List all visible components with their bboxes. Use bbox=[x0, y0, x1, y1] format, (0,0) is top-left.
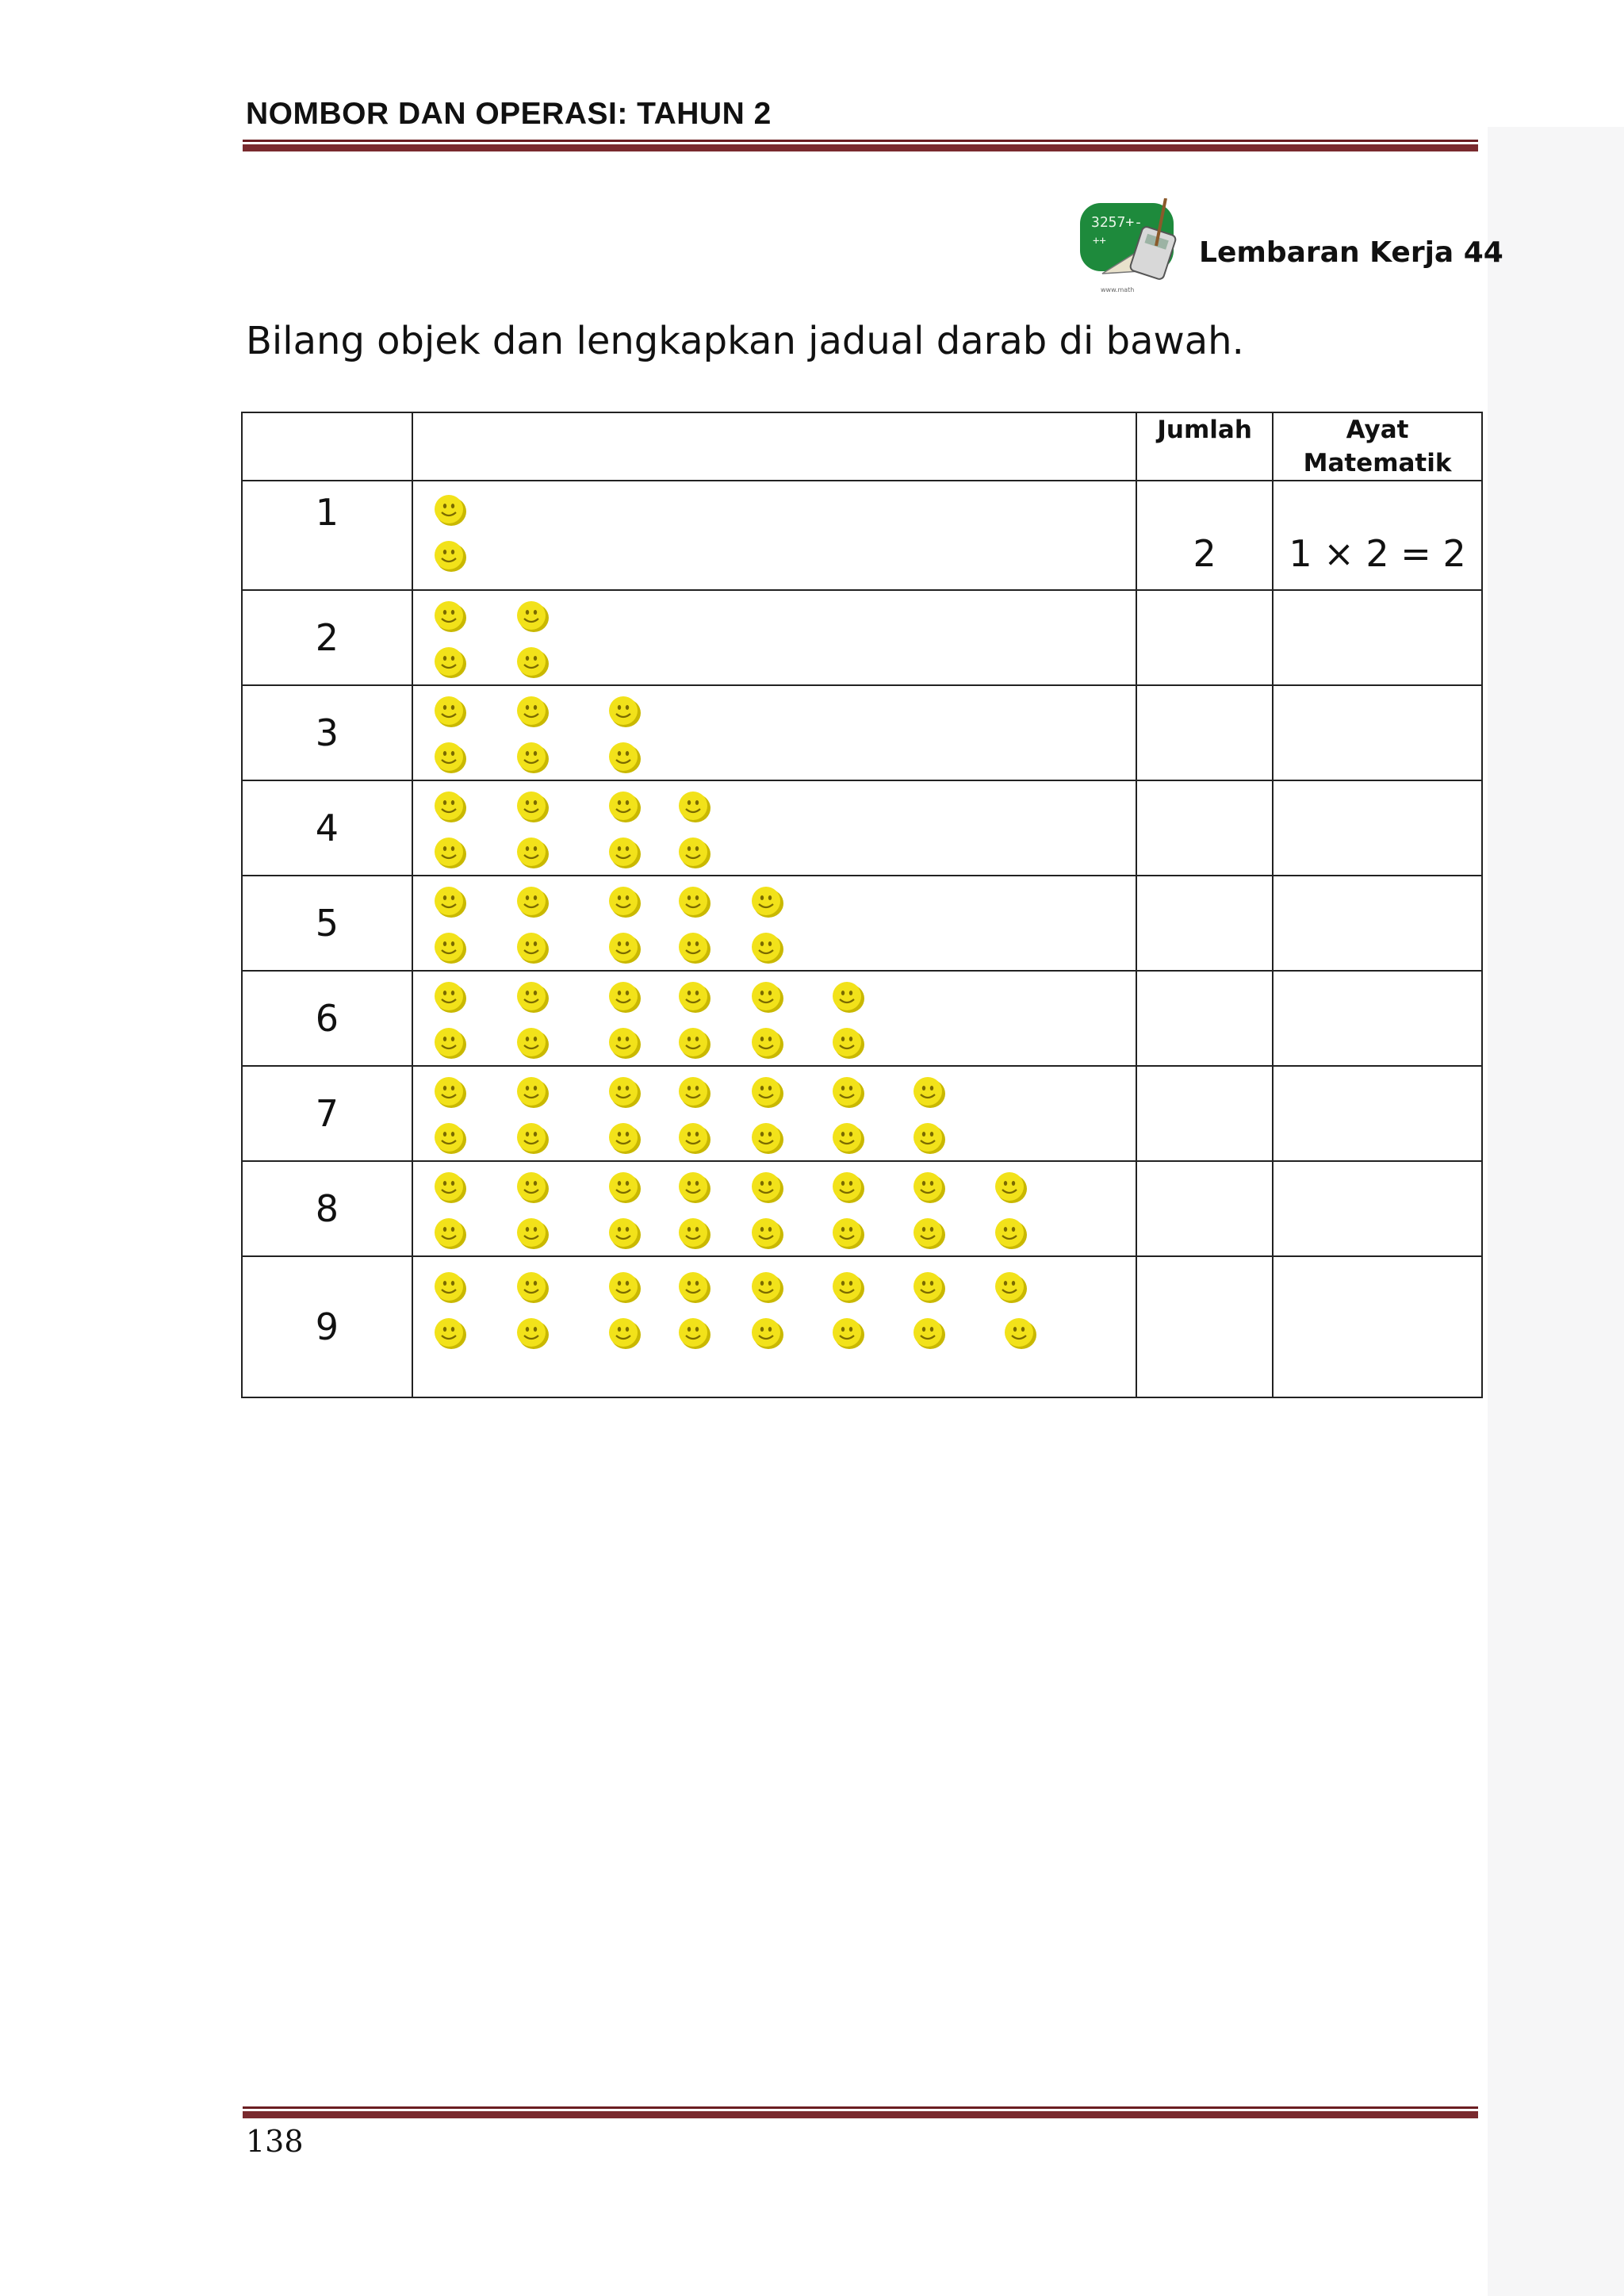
row-number-cell bbox=[242, 780, 412, 876]
row-number-cell bbox=[242, 590, 412, 685]
smiley-face-icon bbox=[993, 1216, 1028, 1251]
ayat-matematik-answer-cell[interactable] bbox=[1273, 971, 1482, 1066]
header-ayat-line1: Ayat bbox=[1346, 416, 1409, 444]
smiley-face-icon bbox=[911, 1270, 946, 1305]
row-number: 6 bbox=[315, 997, 339, 1040]
smiley-face-icon bbox=[432, 1316, 467, 1351]
jumlah-answer-cell[interactable] bbox=[1136, 780, 1273, 876]
smiley-face-icon bbox=[676, 835, 711, 870]
row-number: 2 bbox=[315, 616, 339, 659]
smiley-face-icon bbox=[432, 1025, 467, 1060]
smiley-face-icon bbox=[607, 1170, 642, 1205]
table-row bbox=[242, 481, 1482, 590]
row-picture-cell bbox=[412, 1161, 1137, 1256]
ayat-matematik-answer-cell[interactable] bbox=[1273, 1161, 1482, 1256]
ayat-matematik-value: 1 × 2 = 2 bbox=[1289, 532, 1466, 575]
smiley-face-icon bbox=[830, 1075, 865, 1110]
row-picture-cell bbox=[412, 1256, 1137, 1397]
row-picture-cell bbox=[412, 1066, 1137, 1161]
smiley-face-icon bbox=[911, 1075, 946, 1110]
row-number: 5 bbox=[315, 902, 339, 945]
smiley-face-icon bbox=[432, 539, 467, 573]
row-number-cell bbox=[242, 685, 412, 780]
smiley-face-icon bbox=[515, 884, 550, 919]
row-number: 3 bbox=[315, 711, 339, 754]
smiley-face-icon bbox=[911, 1316, 946, 1351]
smiley-face-icon bbox=[676, 1075, 711, 1110]
smiley-face-icon bbox=[432, 694, 467, 729]
smiley-face-icon bbox=[749, 1121, 784, 1156]
smiley-face-icon bbox=[432, 1121, 467, 1156]
jumlah-answer-cell[interactable] bbox=[1136, 876, 1273, 971]
instruction-text: Bilang objek dan lengkapkan jadual darab di bawah. bbox=[246, 319, 1244, 363]
jumlah-answer-cell[interactable] bbox=[1136, 685, 1273, 780]
ayat-matematik-answer-cell[interactable] bbox=[1273, 1256, 1482, 1397]
smiley-face-icon bbox=[432, 1075, 467, 1110]
header-ayat-line2: Matematik bbox=[1303, 449, 1452, 477]
table-row bbox=[242, 590, 1482, 685]
table-row bbox=[242, 1066, 1482, 1161]
svg-text:www.math: www.math bbox=[1101, 286, 1135, 293]
smiley-face-icon bbox=[749, 884, 784, 919]
smiley-face-icon bbox=[515, 930, 550, 965]
smiley-face-icon bbox=[607, 1121, 642, 1156]
page-number: 138 bbox=[246, 2124, 304, 2159]
header-rule bbox=[243, 140, 1478, 151]
logo-text: 3257+- bbox=[1091, 214, 1143, 231]
footer-rule bbox=[243, 2106, 1478, 2118]
smiley-face-icon bbox=[432, 1270, 467, 1305]
smiley-face-icon bbox=[607, 1025, 642, 1060]
ayat-matematik-answer-cell[interactable] bbox=[1273, 481, 1482, 590]
row-picture-cell bbox=[412, 780, 1137, 876]
table-row bbox=[242, 1161, 1482, 1256]
smiley-face-icon bbox=[749, 930, 784, 965]
row-number-cell bbox=[242, 1161, 412, 1256]
smiley-face-icon bbox=[749, 1270, 784, 1305]
header-ayat-matematik bbox=[1273, 412, 1482, 481]
smiley-face-icon bbox=[515, 1025, 550, 1060]
table-row bbox=[242, 780, 1482, 876]
smiley-face-icon bbox=[432, 979, 467, 1014]
worksheet-label: Lembaran Kerja 44 bbox=[1199, 236, 1503, 269]
smiley-face-icon bbox=[515, 599, 550, 634]
table-row bbox=[242, 971, 1482, 1066]
smiley-face-icon bbox=[432, 835, 467, 870]
smiley-face-icon bbox=[676, 979, 711, 1014]
table-row bbox=[242, 685, 1482, 780]
smiley-face-icon bbox=[432, 493, 467, 527]
ayat-matematik-answer-cell[interactable] bbox=[1273, 685, 1482, 780]
smiley-face-icon bbox=[749, 979, 784, 1014]
smiley-face-icon bbox=[911, 1170, 946, 1205]
smiley-face-icon bbox=[749, 1316, 784, 1351]
table-row bbox=[242, 1256, 1482, 1397]
smiley-face-icon bbox=[830, 1270, 865, 1305]
ayat-matematik-answer-cell[interactable] bbox=[1273, 590, 1482, 685]
smiley-face-icon bbox=[676, 789, 711, 824]
smiley-face-icon bbox=[515, 789, 550, 824]
multiplication-table bbox=[241, 412, 1483, 1398]
smiley-face-icon bbox=[830, 1316, 865, 1351]
smiley-face-icon bbox=[515, 645, 550, 680]
smiley-face-icon bbox=[607, 884, 642, 919]
smiley-face-icon bbox=[607, 1075, 642, 1110]
smiley-face-icon bbox=[432, 1216, 467, 1251]
smiley-face-icon bbox=[830, 979, 865, 1014]
smiley-face-icon bbox=[432, 789, 467, 824]
smiley-face-icon bbox=[993, 1270, 1028, 1305]
jumlah-answer-cell[interactable] bbox=[1136, 1066, 1273, 1161]
smiley-face-icon bbox=[432, 645, 467, 680]
smiley-face-icon bbox=[515, 979, 550, 1014]
row-picture-cell bbox=[412, 876, 1137, 971]
row-number: 1 bbox=[315, 491, 339, 534]
page-header-title: NOMBOR DAN OPERASI: TAHUN 2 bbox=[246, 97, 772, 131]
row-number-cell bbox=[242, 971, 412, 1066]
smiley-face-icon bbox=[515, 694, 550, 729]
jumlah-value: 2 bbox=[1193, 532, 1216, 575]
jumlah-answer-cell[interactable] bbox=[1136, 1256, 1273, 1397]
svg-text:++: ++ bbox=[1093, 235, 1106, 247]
smiley-face-icon bbox=[515, 1316, 550, 1351]
table-header-row bbox=[242, 412, 1482, 481]
table-row bbox=[242, 876, 1482, 971]
smiley-face-icon bbox=[676, 1216, 711, 1251]
smiley-face-icon bbox=[911, 1121, 946, 1156]
header-jumlah-label: Jumlah bbox=[1157, 416, 1252, 444]
ayat-matematik-answer-cell[interactable] bbox=[1273, 876, 1482, 971]
smiley-face-icon bbox=[515, 835, 550, 870]
smiley-face-icon bbox=[607, 694, 642, 729]
smiley-face-icon bbox=[515, 1075, 550, 1110]
smiley-face-icon bbox=[830, 1216, 865, 1251]
smiley-face-icon bbox=[676, 1316, 711, 1351]
row-number: 7 bbox=[315, 1092, 339, 1135]
smiley-face-icon bbox=[830, 1121, 865, 1156]
row-picture-cell bbox=[412, 481, 1137, 590]
jumlah-answer-cell[interactable] bbox=[1136, 971, 1273, 1066]
smiley-face-icon bbox=[749, 1025, 784, 1060]
smiley-face-icon bbox=[607, 740, 642, 775]
smiley-face-icon bbox=[607, 1316, 642, 1351]
ayat-matematik-answer-cell[interactable] bbox=[1273, 1066, 1482, 1161]
smiley-face-icon bbox=[830, 1170, 865, 1205]
row-number: 4 bbox=[315, 807, 339, 849]
jumlah-answer-cell[interactable] bbox=[1136, 1161, 1273, 1256]
jumlah-answer-cell[interactable] bbox=[1136, 590, 1273, 685]
smiley-face-icon bbox=[607, 1270, 642, 1305]
smiley-face-icon bbox=[607, 979, 642, 1014]
jumlah-answer-cell[interactable] bbox=[1136, 481, 1273, 590]
math-logo-icon bbox=[1078, 198, 1182, 297]
smiley-face-icon bbox=[749, 1075, 784, 1110]
row-number-cell bbox=[242, 876, 412, 971]
header-number-cell bbox=[242, 412, 412, 481]
smiley-face-icon bbox=[676, 1270, 711, 1305]
smiley-face-icon bbox=[749, 1170, 784, 1205]
smiley-face-icon bbox=[911, 1216, 946, 1251]
smiley-face-icon bbox=[749, 1216, 784, 1251]
row-number: 8 bbox=[315, 1187, 339, 1230]
smiley-face-icon bbox=[607, 930, 642, 965]
smiley-face-icon bbox=[432, 740, 467, 775]
smiley-face-icon bbox=[676, 1170, 711, 1205]
smiley-face-icon bbox=[432, 599, 467, 634]
smiley-face-icon bbox=[432, 1170, 467, 1205]
page-edge-shadow bbox=[1488, 127, 1624, 2296]
row-picture-cell bbox=[412, 590, 1137, 685]
row-number-cell bbox=[242, 1256, 412, 1397]
smiley-face-icon bbox=[1002, 1316, 1037, 1351]
smiley-face-icon bbox=[515, 1216, 550, 1251]
smiley-face-icon bbox=[676, 1025, 711, 1060]
smiley-face-icon bbox=[515, 740, 550, 775]
smiley-face-icon bbox=[515, 1121, 550, 1156]
row-number-cell bbox=[242, 481, 412, 590]
smiley-face-icon bbox=[676, 884, 711, 919]
smiley-face-icon bbox=[432, 884, 467, 919]
smiley-face-icon bbox=[515, 1170, 550, 1205]
smiley-face-icon bbox=[676, 1121, 711, 1156]
smiley-face-icon bbox=[676, 930, 711, 965]
smiley-face-icon bbox=[432, 930, 467, 965]
smiley-face-icon bbox=[993, 1170, 1028, 1205]
row-picture-cell bbox=[412, 971, 1137, 1066]
header-picture-cell bbox=[412, 412, 1137, 481]
ayat-matematik-answer-cell[interactable] bbox=[1273, 780, 1482, 876]
smiley-face-icon bbox=[515, 1270, 550, 1305]
smiley-face-icon bbox=[607, 789, 642, 824]
smiley-face-icon bbox=[607, 1216, 642, 1251]
smiley-face-icon bbox=[607, 835, 642, 870]
row-number-cell bbox=[242, 1066, 412, 1161]
header-jumlah bbox=[1136, 412, 1273, 481]
row-number: 9 bbox=[315, 1305, 339, 1348]
smiley-face-icon bbox=[830, 1025, 865, 1060]
row-picture-cell bbox=[412, 685, 1137, 780]
